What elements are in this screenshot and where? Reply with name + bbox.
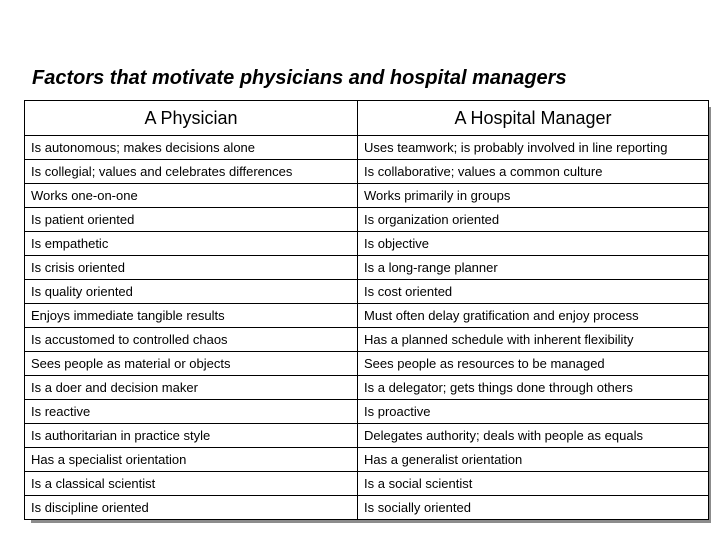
physician-trait-cell: Is patient oriented <box>25 208 358 232</box>
physician-trait-cell: Is quality oriented <box>25 280 358 304</box>
table-row <box>25 184 709 208</box>
manager-trait-cell: Is a long-range planner <box>358 256 709 280</box>
manager-trait-cell: Must often delay gratification and enjoy process <box>358 304 709 328</box>
physician-trait-cell: Works one-on-one <box>25 184 358 208</box>
table-row <box>25 280 709 304</box>
manager-trait-cell: Uses teamwork; is probably involved in line reporting <box>358 136 709 160</box>
physician-trait-cell: Is autonomous; makes decisions alone <box>25 136 358 160</box>
manager-trait-cell: Is socially oriented <box>358 496 709 520</box>
manager-trait-cell: Sees people as resources to be managed <box>358 352 709 376</box>
physician-trait-cell: Is collegial; values and celebrates differences <box>25 160 358 184</box>
manager-trait-cell: Is proactive <box>358 400 709 424</box>
physician-trait-cell: Is crisis oriented <box>25 256 358 280</box>
table-row <box>25 160 709 184</box>
physician-trait-cell: Is a classical scientist <box>25 472 358 496</box>
table-row <box>25 352 709 376</box>
manager-trait-cell: Is a social scientist <box>358 472 709 496</box>
manager-trait-cell: Is cost oriented <box>358 280 709 304</box>
physician-trait-cell: Is discipline oriented <box>25 496 358 520</box>
comparison-table <box>24 100 709 520</box>
manager-trait-cell: Works primarily in groups <box>358 184 709 208</box>
comparison-table-container <box>24 100 708 520</box>
table-row <box>25 376 709 400</box>
manager-trait-cell: Is organization oriented <box>358 208 709 232</box>
physician-trait-cell: Enjoys immediate tangible results <box>25 304 358 328</box>
column-header-physician: A Physician <box>25 101 358 136</box>
header-row <box>25 101 709 136</box>
table-row <box>25 256 709 280</box>
manager-trait-cell: Has a planned schedule with inherent flexibility <box>358 328 709 352</box>
table-body <box>25 136 709 520</box>
table-row <box>25 448 709 472</box>
table-row <box>25 424 709 448</box>
table-row <box>25 208 709 232</box>
manager-trait-cell: Is a delegator; gets things done through others <box>358 376 709 400</box>
manager-trait-cell: Delegates authority; deals with people as equals <box>358 424 709 448</box>
table-row <box>25 304 709 328</box>
table-row <box>25 328 709 352</box>
table-row <box>25 400 709 424</box>
manager-trait-cell: Is objective <box>358 232 709 256</box>
physician-trait-cell: Sees people as material or objects <box>25 352 358 376</box>
table-row <box>25 232 709 256</box>
physician-trait-cell: Is reactive <box>25 400 358 424</box>
manager-trait-cell: Has a generalist orientation <box>358 448 709 472</box>
manager-trait-cell: Is collaborative; values a common culture <box>358 160 709 184</box>
physician-trait-cell: Is authoritarian in practice style <box>25 424 358 448</box>
page-title: Factors that motivate physicians and hospital managers <box>32 67 567 89</box>
table-row <box>25 136 709 160</box>
physician-trait-cell: Is a doer and decision maker <box>25 376 358 400</box>
physician-trait-cell: Has a specialist orientation <box>25 448 358 472</box>
table-row <box>25 496 709 520</box>
physician-trait-cell: Is accustomed to controlled chaos <box>25 328 358 352</box>
column-header-hospital-manager: A Hospital Manager <box>358 101 709 136</box>
table-row <box>25 472 709 496</box>
physician-trait-cell: Is empathetic <box>25 232 358 256</box>
